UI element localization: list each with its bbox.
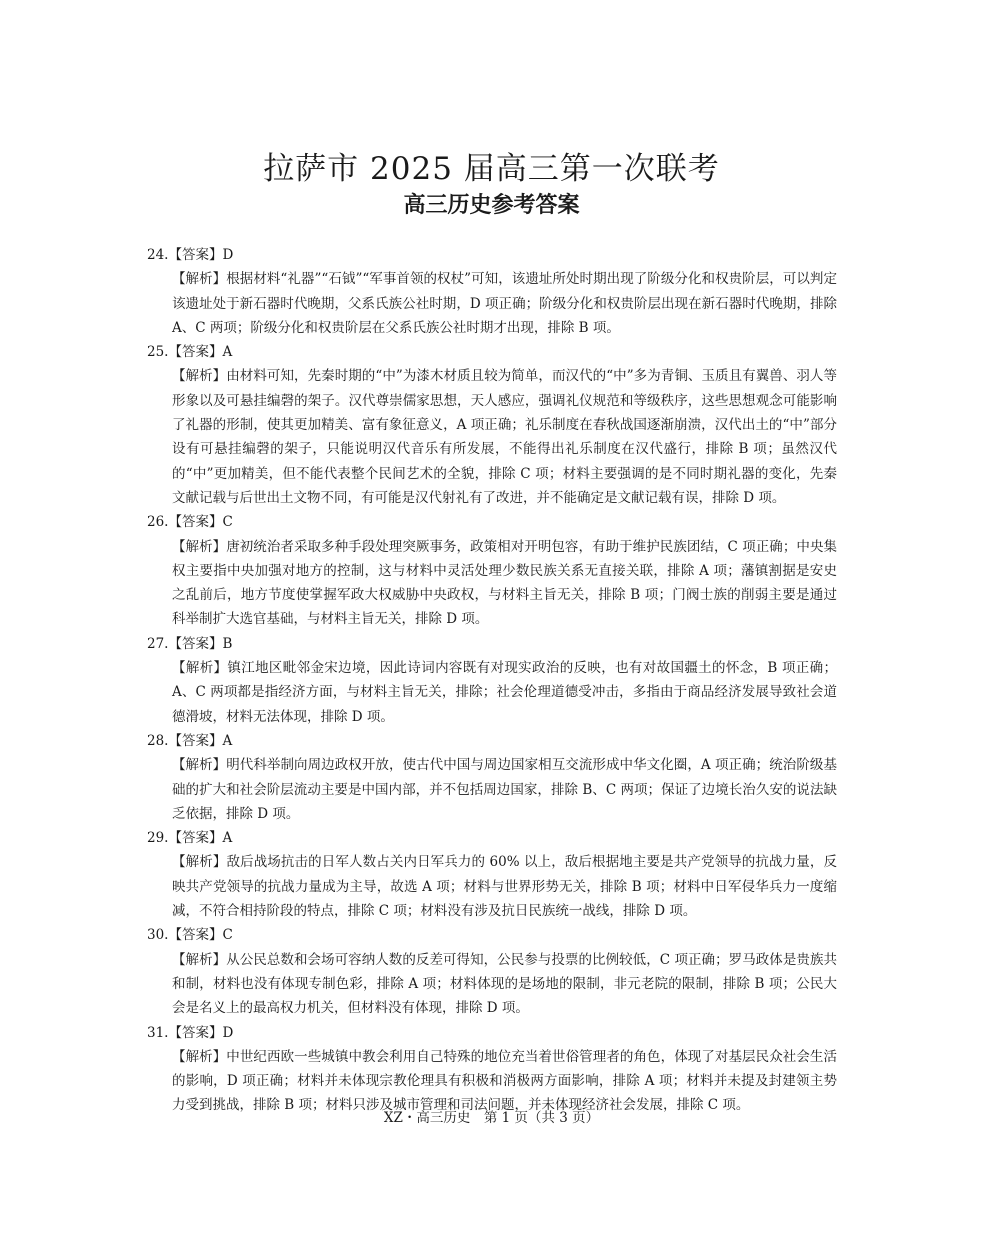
question-27 bbox=[147, 632, 837, 729]
page-footer: XZ・高三历史 第 1 页（共 3 页） bbox=[383, 1110, 600, 1126]
question-26 bbox=[147, 510, 837, 631]
question-31 bbox=[147, 1021, 837, 1118]
answer-explanation: 【解析】由材料可知，先秦时期的“中”为漆木材质且较为简单，而汉代的“中”多为青铜、玉质且有翼兽、羽人等形象以及可悬挂编磬的架子。汉代尊崇儒家思想，天人感应，强调礼仪规范和等级秩序，这些思想观念可能影响了礼器的形制，使其更加精美、富有象征意义，A 项正确；礼乐制度在春秋战国逐渐崩溃，汉代出土的“中”部分设有可悬挂编磬的架子，只能说明汉代音乐有所发展，不能得出礼乐制度在汉代盛行，排除 B 项；虽然汉代的“中”更加精美，但不能代表整个民间艺术的全貌，排除 C 项；材料主要强调的是不同时期礼器的变化，先秦文献记载与后世出土文物不同，有可能是汉代射礼有了改进，并不能确定是文献记载有误，排除 D 项。 bbox=[172, 368, 837, 506]
answer-label: 31.【答案】D bbox=[147, 1024, 234, 1041]
answer-label: 29.【答案】A bbox=[147, 830, 233, 847]
answer-explanation: 【解析】镇江地区毗邻金宋边境，因此诗词内容既有对现实政治的反映，也有对故国疆土的怀念，B 项正确；A、C 两项都是指经济方面，与材料主旨无关，排除；社会伦理道德受冲击，多指由于商品经济发展导致社会道德滑坡，材料无法体现，排除 D 项。 bbox=[172, 660, 837, 725]
answer-explanation: 【解析】中世纪西欧一些城镇中教会利用自己特殊的地位充当着世俗管理者的角色，体现了对基层民众社会生活的影响，D 项正确；材料并未体现宗教伦理具有积极和消极两方面影响，排除 A 项；材料并未提及封建领主势力受到挑战，排除 B 项；材料只涉及城市管理和司法问题，并未体现经济社会发展，排除 C 项。 bbox=[172, 1048, 837, 1114]
answer-label: 28.【答案】A bbox=[147, 732, 233, 749]
answer-label: 24.【答案】D bbox=[147, 247, 234, 263]
answer-list bbox=[147, 243, 837, 1118]
page-subtitle: 高三历史参考答案 bbox=[403, 193, 580, 218]
answer-explanation: 【解析】敌后战场抗击的日军人数占关内日军兵力的 60% 以上，敌后根据地主要是共产党领导的抗战力量，反映共产党领导的抗战力量成为主导，故选 A 项；材料与世界形势无关，排除 B 项；材料中日军侵华兵力一度缩减，不符合相持阶段的特点，排除 C 项；材料没有涉及抗日民族统一战线，排除 D 项。 bbox=[172, 854, 837, 920]
answer-label: 26.【答案】C bbox=[147, 514, 233, 531]
answer-explanation: 【解析】从公民总数和会场可容纳人数的反差可得知，公民参与投票的比例较低，C 项正确；罗马政体是贵族共和制，材料也没有体现专制色彩，排除 A 项；材料体现的是场地的限制，非元老院的限制，排除 B 项；公民大会是名义上的最高权力机关，但材料没有体现，排除 D 项。 bbox=[172, 951, 837, 1017]
question-25 bbox=[147, 340, 837, 510]
answer-explanation: 【解析】明代科举制向周边政权开放，使古代中国与周边国家相互交流形成中华文化圈，A 项正确；统治阶级基础的扩大和社会阶层流动主要是中国内部，并不包括周边国家，排除 B、C 两项；保证了边境长治久安的说法缺乏依据，排除 D 项。 bbox=[172, 757, 837, 822]
question-24 bbox=[147, 243, 837, 340]
answer-label: 30.【答案】C bbox=[147, 927, 233, 944]
answer-explanation: 【解析】根据材料“礼器”“石钺”“军事首领的权杖”可知，该遗址所处时期出现了阶级分化和权贵阶层，可以判定该遗址处于新石器时代晚期，父系氏族公社时期，D 项正确；阶级分化和权贵阶层出现在新石器时代晚期，排除 A、C 两项；阶级分化和权贵阶层在父系氏族公社时期才出现，排除 B 项。 bbox=[172, 271, 837, 336]
answer-explanation: 【解析】唐初统治者采取多种手段处理突厥事务，政策相对开明包容，有助于维护民族团结，C 项正确；中央集权主要指中央加强对地方的控制，这与材料中灵活处理少数民族关系无直接关联，排除 A 项；藩镇割据是安史之乱前后，地方节度使掌握军政大权威胁中央政权，与材料主旨无关，排除 B 项；门阀士族的削弱主要是通过科举制扩大选官基础，与材料主旨无关，排除 D 项。 bbox=[172, 538, 837, 628]
question-28 bbox=[147, 729, 837, 826]
answer-label: 27.【答案】B bbox=[147, 635, 233, 652]
question-30 bbox=[147, 923, 837, 1020]
question-29 bbox=[147, 826, 837, 923]
answer-label: 25.【答案】A bbox=[147, 344, 233, 361]
page-title: 拉萨市 2025 届高三第一次联考 bbox=[263, 151, 720, 187]
